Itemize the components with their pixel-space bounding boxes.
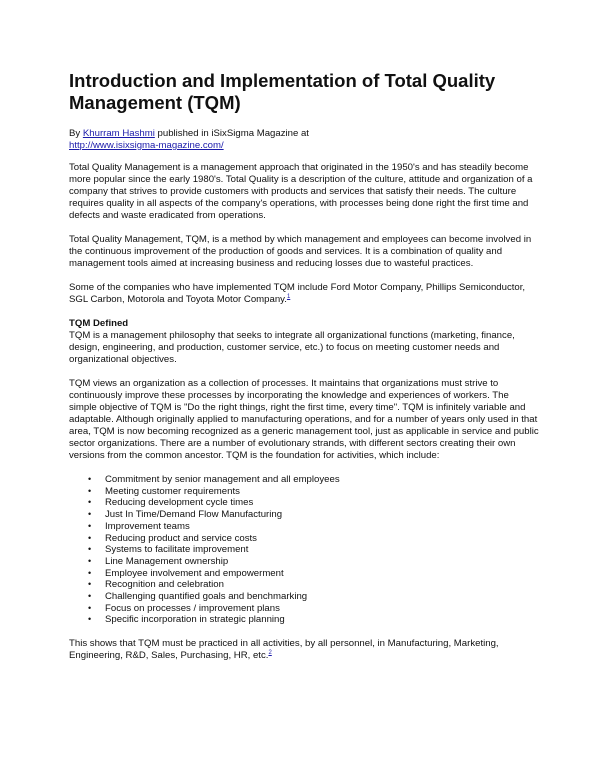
author-link[interactable]: Khurram Hashmi — [82, 128, 155, 139]
closing-text: This shows that TQM must be practiced in all activities, by all personnel, in Manufacturing, Marketing, Engineering, R&D, Sales, Purchasing, HR, etc. — [69, 638, 499, 662]
list-item: • Commitment by senior management and all employees — [69, 474, 539, 486]
byline-middle: published in iSixSigma Magazine at — [154, 128, 309, 139]
list-item: • Challenging quantified goals and benchmarking — [69, 591, 539, 603]
method-paragraph: Total Quality Management, TQM, is a method by which management and employees can become involved in the continuous improvement of the production of goods and services. It is a combination of quality and management tools aimed at increasing business and reducing losses due to wasteful practices. — [69, 234, 532, 269]
list-item: • Just In Time/Demand Flow Manufacturing — [69, 509, 539, 521]
list-item: • Employee involvement and empowerment — [69, 568, 539, 580]
list-item: • Focus on processes / improvement plans — [69, 603, 539, 615]
views-paragraph: TQM views an organization as a collection of processes. It maintains that organizations must strive to continuously improve these processes by incorporating the knowledge and experiences of workers. The simple objective of TQM is "Do the right things, right the first time, every time". TQM is infinitely variable and adaptable. Although originally applied to manufacturing operations, and for a number of years only used in that area, TQM is now becoming recognized as a generic management tool, just as applicable in service and public sector organizations. There are a number of evolutionary strands, with different sectors creating their own versions from the common ancestor. TQM is the foundation for activities, which include: — [69, 378, 539, 461]
intro-paragraph: Total Quality Management is a management approach that originated in the 1950's and has steadily become more popular since the early 1980's. Total Quality is a description of the culture, attitude and organization of a company that strives to provide customers with products and services that satisfy their needs. The culture requires quality in all aspects of the company's operations, with processes being done right the first time and defects and waste eradicated from operations. — [69, 162, 533, 221]
list-item: • Systems to facilitate improvement — [69, 544, 539, 556]
list-item: • Line Management ownership — [69, 556, 539, 568]
activities-list — [69, 474, 539, 626]
list-item: • Meeting customer requirements — [69, 486, 539, 498]
document-title: Introduction and Implementation of Total Quality Management (TQM) — [69, 70, 496, 113]
closing-paragraph — [69, 638, 539, 662]
byline — [69, 128, 539, 152]
footnote-ref-2[interactable]: 2 — [268, 649, 272, 656]
footnote-ref-1[interactable]: 1 — [286, 293, 291, 300]
companies-paragraph — [69, 282, 539, 306]
definition-paragraph: TQM is a management philosophy that seeks to integrate all organizational functions (marketing, finance, design, engineering, and production, customer service, etc.) to focus on meeting customer needs and organizational objectives. — [69, 330, 515, 365]
byline-prefix: By — [69, 128, 83, 139]
list-item: • Reducing product and service costs — [69, 533, 539, 545]
source-url-link[interactable]: http://www.isixsigma-magazine.com/ — [69, 140, 224, 151]
list-item: • Recognition and celebration — [69, 579, 539, 591]
document-page — [69, 70, 539, 674]
companies-text: Some of the companies who have implemented TQM include Ford Motor Company, Phillips Semiconductor, SGL Carbon, Motorola and Toyota Motor Company. — [69, 282, 526, 305]
list-item: • Specific incorporation in strategic planning — [69, 614, 539, 626]
list-item: • Reducing development cycle times — [69, 497, 539, 509]
section-heading: TQM Defined — [69, 318, 129, 329]
list-item: • Improvement teams — [69, 521, 539, 533]
